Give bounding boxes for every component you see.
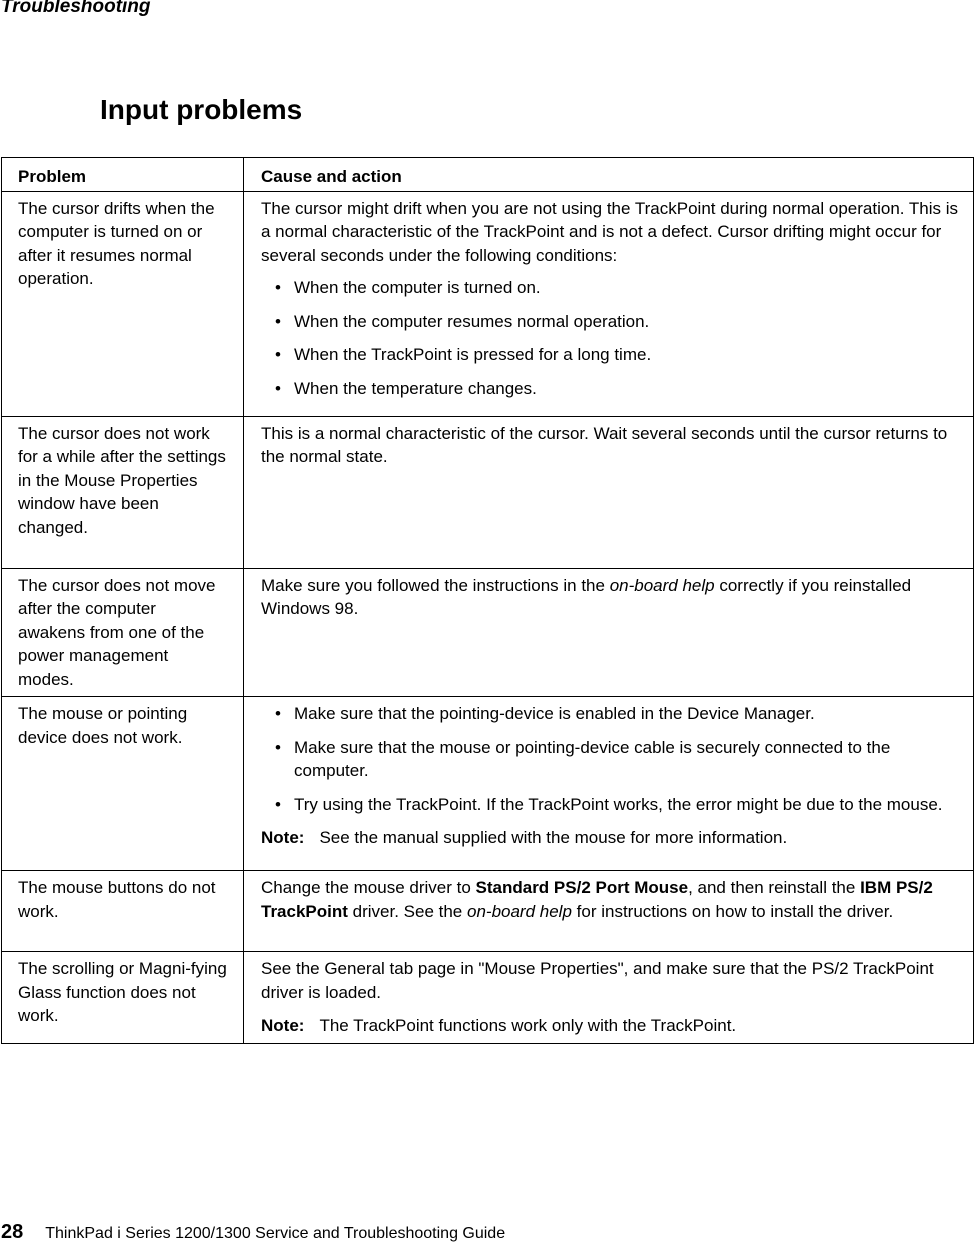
list-item: • When the TrackPoint is pressed for a long time.	[261, 343, 959, 367]
action-text: for instructions on how to install the driver.	[571, 901, 894, 921]
action-text: Make sure you followed the instructions in the	[261, 575, 610, 595]
action-text: , and then reinstall the	[688, 878, 861, 897]
list-item: • When the temperature changes.	[261, 377, 959, 401]
table-header-row	[2, 158, 974, 192]
note-label: Note:	[261, 1016, 305, 1035]
table-row	[2, 416, 974, 568]
page-footer	[1, 1221, 505, 1244]
page-number: 28	[1, 1221, 24, 1243]
action-cell	[244, 697, 974, 871]
list-item: • Make sure that the mouse or pointing-device cable is securely connected to the computer.	[261, 736, 959, 783]
note-text: The TrackPoint functions work only with the TrackPoint.	[319, 1016, 737, 1035]
action-cell	[244, 952, 974, 1044]
onboard-help-reference: on-board help	[467, 901, 572, 921]
action-cell	[244, 871, 974, 952]
problem-cell: The scrolling or Magni-fying Glass function does not work.	[2, 952, 244, 1044]
action-list	[261, 702, 959, 816]
list-item: • When the computer resumes normal operation.	[261, 310, 959, 334]
section-title: Input problems	[100, 94, 303, 125]
problem-cell: The cursor drifts when the computer is turned on or after it resumes normal operation.	[2, 191, 244, 416]
action-text: See the General tab page in "Mouse Properties", and make sure that the PS/2 TrackPoint driver is loaded.	[261, 959, 934, 1002]
driver-name-standard: Standard PS/2 Port Mouse	[475, 878, 689, 897]
list-item: • Make sure that the pointing-device is enabled in the Device Manager.	[261, 702, 959, 726]
action-text: driver. See the	[347, 901, 467, 921]
problem-cell: The mouse buttons do not work.	[2, 871, 244, 952]
table-row	[2, 568, 974, 697]
driver-name-trackpoint: IBM PS/2 TrackPoint	[261, 878, 933, 921]
action-text: The cursor might drift when you are not using the TrackPoint during normal operation. This is a normal characteristic of the TrackPoint and is not a defect. Cursor drifting might occur for several seconds under the following conditions:	[261, 198, 959, 265]
note-text: See the manual supplied with the mouse for more information.	[319, 828, 788, 847]
onboard-help-reference: on-board help	[609, 575, 715, 595]
action-cell	[244, 191, 974, 416]
column-header-problem: Problem	[2, 158, 244, 192]
problem-cell: The cursor does not move after the computer awakens from one of the power management modes.	[2, 568, 244, 697]
table-row	[2, 191, 974, 416]
input-problems-table	[1, 157, 974, 1044]
action-cell: This is a normal characteristic of the cursor. Wait several seconds until the cursor returns to the normal state.	[244, 416, 974, 568]
table-row	[2, 952, 974, 1044]
action-text: Change the mouse driver to	[261, 878, 476, 897]
action-text: correctly if you reinstalled Windows 98.	[261, 575, 912, 618]
table-row	[2, 871, 974, 952]
note	[261, 826, 959, 850]
note	[261, 1014, 959, 1038]
problem-cell: The mouse or pointing device does not work.	[2, 697, 244, 871]
column-header-cause-action: Cause and action	[244, 158, 974, 192]
problem-cell: The cursor does not work for a while after the settings in the Mouse Properties window have been changed.	[2, 416, 244, 568]
running-head: Troubleshooting	[1, 0, 151, 17]
table-row	[2, 697, 974, 871]
list-item: • When the computer is turned on.	[261, 276, 959, 300]
list-item: • Try using the TrackPoint. If the TrackPoint works, the error might be due to the mouse.	[261, 793, 959, 817]
condition-list	[261, 276, 959, 400]
action-cell	[244, 568, 974, 697]
guide-title: ThinkPad i Series 1200/1300 Service and Troubleshooting Guide	[45, 1225, 506, 1242]
note-label: Note:	[261, 828, 305, 847]
